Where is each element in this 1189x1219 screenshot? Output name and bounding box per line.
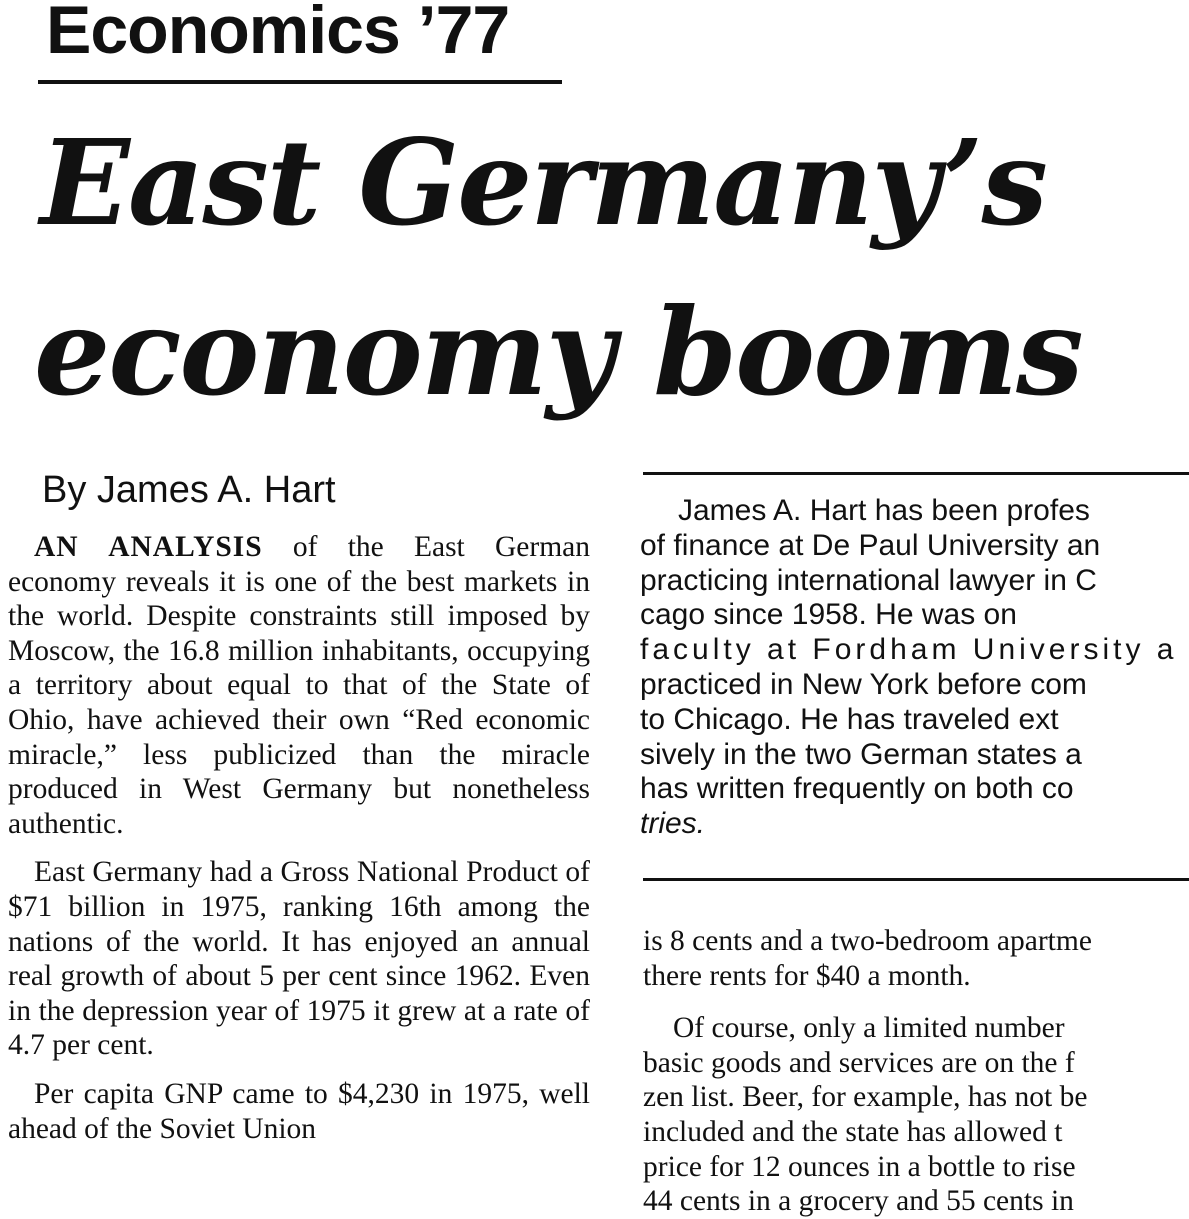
article-paragraph-2: East Germany had a Gross National Product of $71 billion in 1975, ranking 16th among the nations of the world. It has enjoyed an annual real growth of about 5 per cent since 1962. Even in the depression year of 1975 it grew at a rate of 4.7 per cent. xyxy=(8,856,590,1062)
headline-line-2: economy booms xyxy=(34,282,1082,423)
right-column-line: there rents for $40 a month. xyxy=(643,959,971,992)
right-column-line: 44 cents in a grocery and 55 cents in xyxy=(643,1185,1074,1218)
right-column-line: Of course, only a limited number xyxy=(673,1012,1065,1045)
article-paragraph-3: Per capita GNP came to $4,230 in 1975, well ahead of the Soviet Union xyxy=(8,1077,590,1145)
section-kicker: Economics ’77 xyxy=(46,0,510,68)
kicker-underline xyxy=(38,80,562,84)
bio-line: tries. xyxy=(640,807,706,841)
paragraph-1-text: of the East German economy reveals it is one of the best markets in the world. Despite constraints still imposed by Moscow, the 16.8 million inhabitants, occupying a territory about equal to that of the State of Ohio, have achieved their own “Red economic miracle,” less publicized than the miracle produced in West Germany but nonetheless authentic. xyxy=(8,531,590,840)
bio-line: James A. Hart has been profes xyxy=(678,494,1090,527)
bio-rule-top xyxy=(643,472,1189,475)
bio-line: cago since 1958. He was on xyxy=(640,598,1017,632)
right-column-line: price for 12 ounces in a bottle to rise xyxy=(643,1150,1076,1183)
right-column-line: zen list. Beer, for example, has not be xyxy=(643,1081,1088,1114)
bio-line: to Chicago. He has traveled ext xyxy=(640,702,1059,736)
right-column-line: included and the state has allowed t xyxy=(643,1115,1063,1148)
byline: By James A. Hart xyxy=(42,469,336,511)
bio-line: practiced in New York before com xyxy=(640,667,1087,701)
author-bio-box xyxy=(640,494,1189,842)
lead-in: AN ANALYSIS xyxy=(34,531,263,563)
bio-line: has written frequently on both co xyxy=(640,772,1074,806)
article-left-column xyxy=(8,530,590,1160)
bio-rule-bottom xyxy=(643,878,1189,881)
right-column-line: is 8 cents and a two-bedroom apartme xyxy=(643,925,1092,957)
paragraph-gap xyxy=(643,993,1189,1011)
bio-line: of finance at De Paul University an xyxy=(640,528,1101,562)
bio-line: faculty at Fordham University a xyxy=(640,633,1178,667)
right-column-line: basic goods and services are on the f xyxy=(643,1046,1075,1079)
article-right-column xyxy=(643,924,1189,1219)
bio-line: practicing international lawyer in C xyxy=(640,563,1097,597)
bio-line: sively in the two German states a xyxy=(640,737,1082,771)
headline-line-1: East Germany’s xyxy=(40,113,1046,252)
article-paragraph-1 xyxy=(8,530,590,841)
